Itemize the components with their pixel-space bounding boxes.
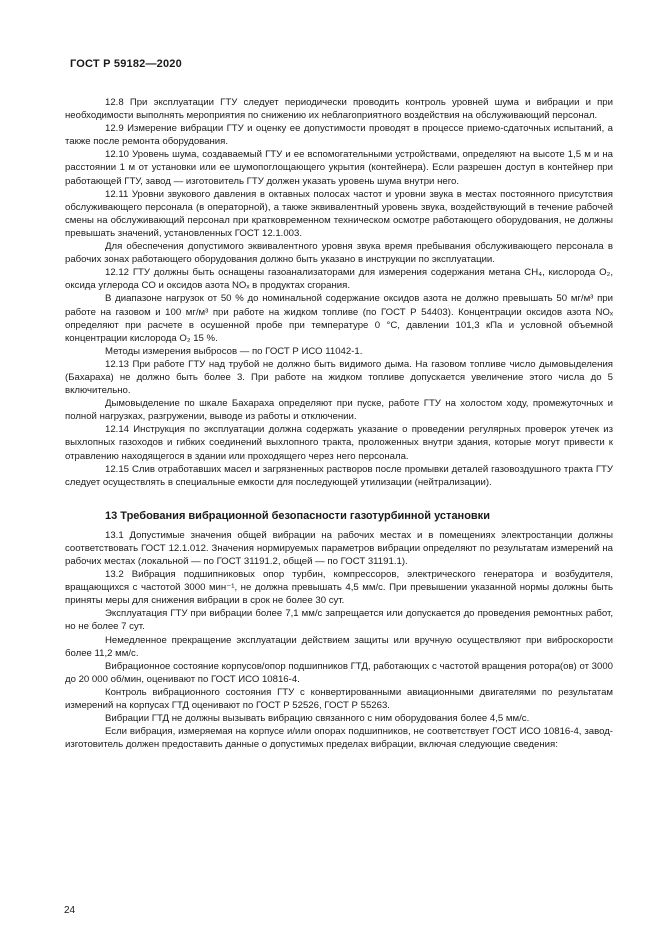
paragraph: Эксплуатация ГТУ при вибрации более 7,1 мм/с запрещается или допускается до проведения ремонтных работ, но не более 7 сут. xyxy=(65,608,613,633)
document-body xyxy=(65,96,613,751)
paragraph: В диапазоне нагрузок от 50 % до номинальной содержание оксидов азота не должно превышать 50 мг/м³ при работе на газовом и 100 мг/м³ при работе на жидком топливе (по ГОСТ Р 54403). Концентрации оксидов азота NOₓ определяют при расчете в осушенной пробе при температуре 0 °C, давлении 101,3 кПа и условной объемной концентрации кислорода O₂ 15 %. xyxy=(65,293,613,344)
paragraph: 13.1 Допустимые значения общей вибрации на рабочих местах и в помещениях электростанции должны соответствовать ГОСТ 12.1.012. Значения нормируемых параметров вибрации определяют по результатам измерений на рабочих местах (локальной — по ГОСТ 31191.2, общей — по ГОСТ 31191.1). xyxy=(65,529,613,567)
paragraph: 12.10 Уровень шума, создаваемый ГТУ и ее вспомогательными устройствами, определяют на высоте 1,5 м и на расстоянии 1 м от установки или ее шумопоглощающего укрытия (контейнера). Если разрешен доступ в контейнер при работающей ГТУ, завод — изготовитель ГТУ должен указать уровень шума внутри него. xyxy=(65,149,613,187)
paragraph: 12.15 Слив отработавших масел и загрязненных растворов после промывки деталей газовоздушного тракта ГТУ следует осуществлять в специальные емкости для последующей утилизации (нейтрализации). xyxy=(65,463,613,488)
spacer xyxy=(65,499,613,509)
paragraph: Немедленное прекращение эксплуатации действием защиты или вручную осуществляют при виброскорости более 11,2 мм/с. xyxy=(65,634,613,659)
paragraph: Дымовыделение по шкале Бахараха определяют при пуске, работе ГТУ на холостом ходу, промежуточных и полной нагрузках, разгружении, выводе из работы и отключении. xyxy=(65,398,613,423)
spacer xyxy=(65,489,613,499)
section-heading: 13 Требования вибрационной безопасности газотурбинной установки xyxy=(105,509,490,522)
page-header-title: ГОСТ Р 59182—2020 xyxy=(70,58,182,70)
paragraph: Вибрации ГТД не должны вызывать вибрацию связанного с ним оборудования более 4,5 мм/с. xyxy=(105,713,530,725)
paragraph: 12.12 ГТУ должны быть оснащены газоанализаторами для измерения содержания метана CH₄, кислорода O₂, оксида углерода CO и оксидов азота NOₓ в продуктах сгорания. xyxy=(65,267,613,292)
paragraph: 12.9 Измерение вибрации ГТУ и оценку ее допустимости проводят в процессе приемо-сдаточных испытаний, а также после ремонта оборудования. xyxy=(65,123,613,148)
paragraph: Контроль вибрационного состояния ГТУ с конвертированными авиационными двигателями по результатам измерений на корпусах ГТД оценивают по ГОСТ Р 52526, ГОСТ Р 55263. xyxy=(65,686,613,712)
paragraph: 12.14 Инструкция по эксплуатации должна содержать указание о проведении регулярных проверок утечек из выхлопных газоходов и гибких соединений выхлопного тракта, проложенных внутри здания, которые могут привести к отравлению находящегося в здании или проходящего через него персонала. xyxy=(65,424,613,462)
paragraph: 12.11 Уровни звукового давления в октавных полосах частот и уровни звука в местах постоянного присутствия обслуживающего персонала (в операторной), а также эквивалентный уровень звука, воздействующий в течение рабочей смены на обслуживающий персонал при кратковременном техническом осмотре работающего оборудования, не должны превышать значений, установленных ГОСТ 12.1.003. xyxy=(65,188,613,239)
paragraph: Методы измерения выбросов — по ГОСТ Р ИСО 11042-1. xyxy=(105,345,363,357)
paragraph: 12.8 При эксплуатации ГТУ следует периодически проводить контроль уровней шума и вибрации и при необходимости выполнять мероприятия по снижению их неблагоприятного воздействия на обслуживающий персонал. xyxy=(65,97,613,122)
paragraph: Если вибрация, измеряемая на корпусе и/или опорах подшипников, не соответствует ГОСТ ИСО 10816-4, завод-изготовитель должен предоставить данные о допустимых пределах вибрации, включая следующие сведения: xyxy=(65,726,613,751)
page-number: 24 xyxy=(64,905,76,916)
paragraph: Для обеспечения допустимого эквивалентного уровня звука время пребывания обслуживающего персонала в рабочих зонах работающего оборудования должно быть указано в инструкции по эксплуатации. xyxy=(65,241,613,266)
paragraph: 12.13 При работе ГТУ над трубой не должно быть видимого дыма. На газовом топливе число дымовыделения (Бахараха) не должно быть более 3. При работе на жидком топливе допускается увеличение этого числа до 5 включительно. xyxy=(65,358,613,397)
paragraph: Вибрационное состояние корпусов/опор подшипников ГТД, работающих с частотой вращения ротора(ов) от 3000 до 20 000 об/мин, оценивают по ГОСТ ИСО 10816-4. xyxy=(65,660,613,685)
paragraph: 13.2 Вибрация подшипниковых опор турбин, компрессоров, электрического генератора и возбудителя, вращающихся с частотой 3000 мин⁻¹, не должна превышать 4,5 мм/с. При превышении указанной нормы должны быть приняты меры для снижения вибрации в срок не более 30 сут. xyxy=(65,569,613,607)
